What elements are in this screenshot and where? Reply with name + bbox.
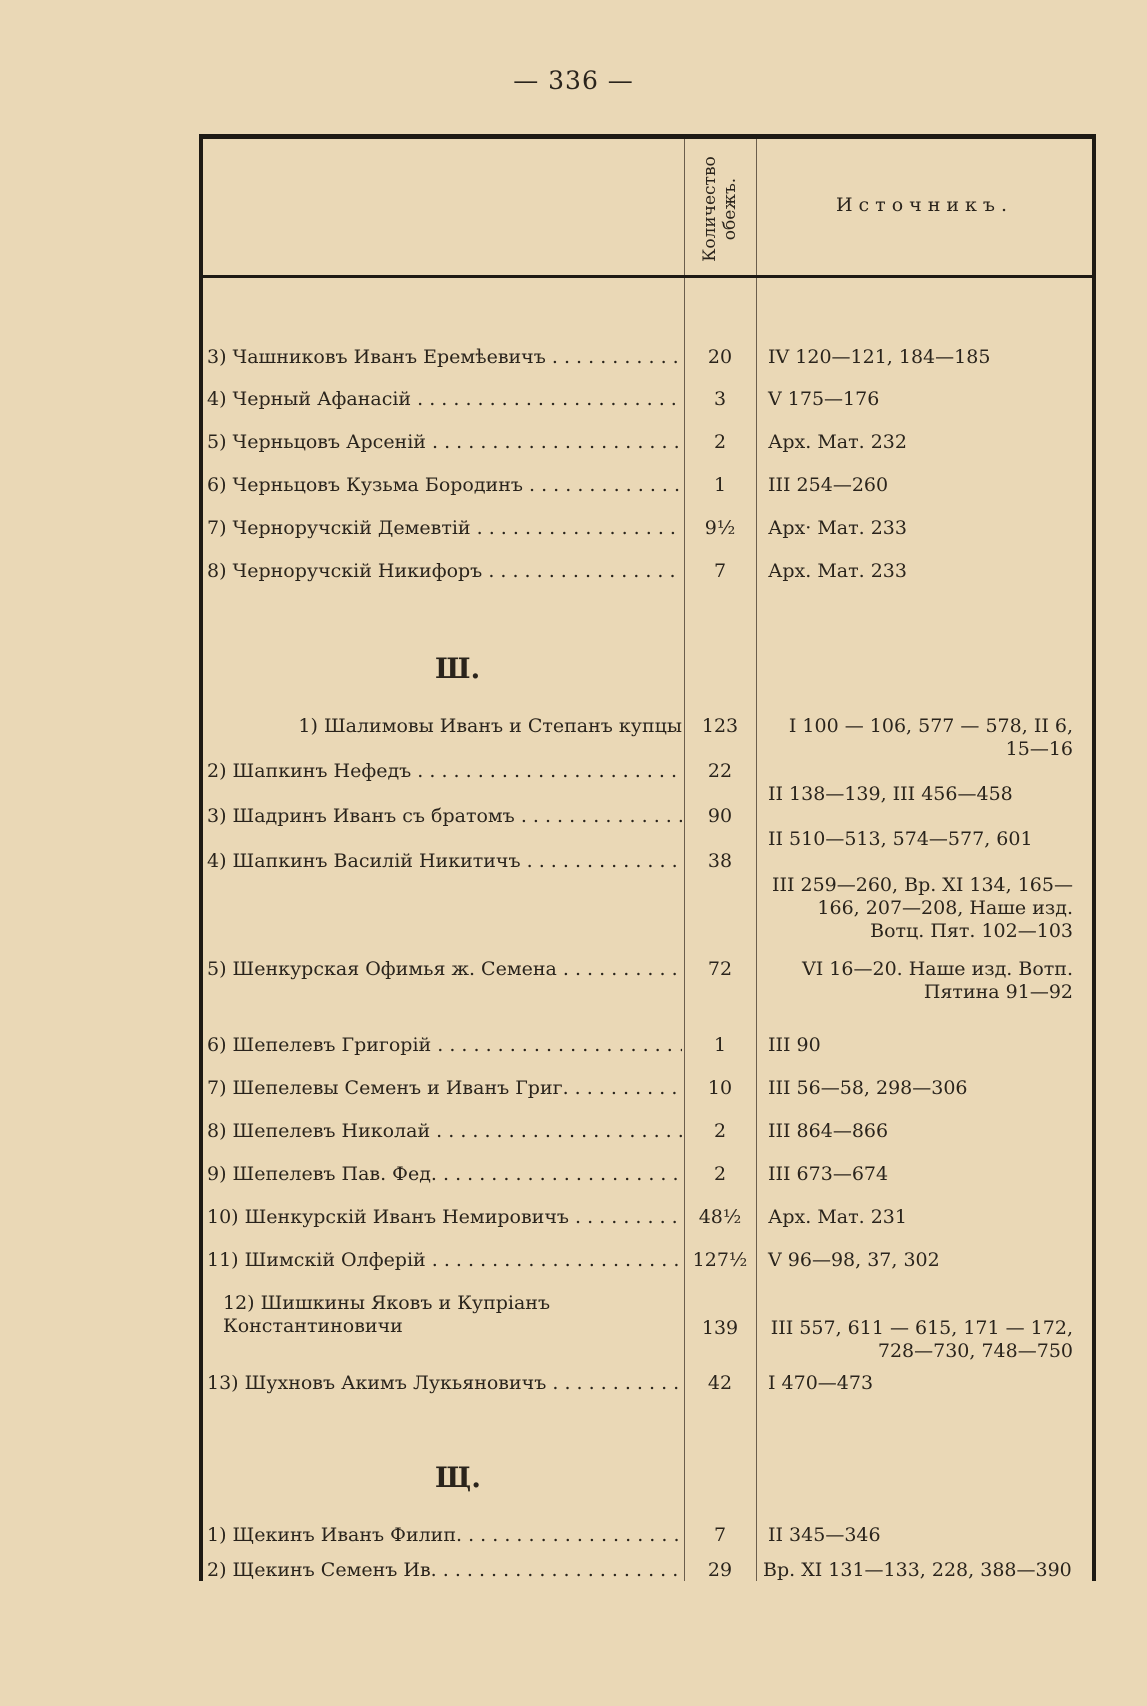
owner-name: 4) Черный Афанасій . . . — [207, 388, 682, 411]
owner-name: 5) Черньцовъ Арсеній . . . — [207, 431, 682, 454]
obezh-count: 139 — [701, 1317, 739, 1339]
owner-name: 7) Черноручскій Демевтій . . . — [207, 517, 682, 540]
obezh-count: 7 — [713, 1524, 727, 1546]
owner-name: 6) Черньцовъ Кузьма Бородинъ . . . — [207, 474, 682, 497]
header-rule — [203, 275, 1092, 278]
source-ref: Арх. Мат. 232 — [768, 431, 907, 453]
obezh-count: 48½ — [698, 1206, 742, 1228]
source-ref: IV 120—121, 184—185 — [768, 346, 991, 368]
owner-name: 9) Шепелевъ Пав. Фед. . . . — [207, 1163, 682, 1186]
section-letter: Ш. — [435, 652, 481, 685]
owner-name: 4) Шапкинъ Василій Никитичъ . . . — [207, 850, 682, 873]
obezh-count: 7 — [713, 560, 727, 582]
obezh-count: 10 — [707, 1077, 733, 1099]
column-divider — [756, 139, 757, 1581]
obezh-count: 20 — [707, 346, 733, 368]
source-ref: II 510—513, 574—577, 601 — [768, 828, 1033, 850]
section-letter: Щ. — [435, 1461, 481, 1494]
obezh-count: 38 — [707, 850, 733, 872]
source-ref: Арх. Мат. 233 — [768, 560, 907, 582]
page-number: — 336 — — [513, 66, 634, 95]
source-column-header: Источникъ. — [835, 194, 1014, 216]
source-ref: II 345—346 — [768, 1524, 881, 1546]
owner-name: 5) Шенкурская Офимья ж. Семена . . . — [207, 958, 682, 981]
source-ref: I 100 — 106, 577 — 578, II 6, 15—16 — [788, 715, 1073, 760]
owner-name: 3) Шадринъ Иванъ съ братомъ . . . — [207, 805, 682, 828]
owner-name: 7) Шепелевы Семенъ и Иванъ Григ. . . . — [207, 1077, 682, 1100]
source-ref: III 673—674 — [768, 1163, 889, 1185]
owner-name: 11) Шимскій Олферій . . . — [207, 1249, 682, 1272]
obezh-count: 2 — [713, 431, 727, 453]
source-ref: III 557, 611 — 615, 171 — 172, 728—730, 748—750 — [770, 1317, 1073, 1362]
obezh-count: 2 — [713, 1163, 727, 1185]
owner-name: 10) Шенкурскій Иванъ Немировичъ . . . — [207, 1206, 682, 1229]
source-ref: II 138—139, III 456—458 — [768, 783, 1013, 805]
obezh-count: 9½ — [704, 517, 736, 539]
source-ref: Арх· Мат. 233 — [768, 517, 907, 539]
owner-name: 12) Шишкины Яковъ и Купріанъ Константиновичи — [223, 1292, 551, 1337]
obezh-count: 1 — [713, 474, 727, 496]
obezh-count: 22 — [707, 760, 733, 782]
owner-name: 13) Шухновъ Акимъ Лукьяновичъ . . . — [207, 1372, 682, 1395]
owner-name: 6) Шепелевъ Григорій . . . — [207, 1034, 682, 1057]
quantity-column-header: Количество обежъ. — [700, 156, 740, 262]
source-ref: V 175—176 — [768, 388, 880, 410]
obezh-count: 123 — [701, 715, 739, 737]
owner-name: 1) Щекинъ Иванъ Филип. . . . — [207, 1524, 682, 1547]
source-ref: I 470—473 — [768, 1372, 874, 1394]
obezh-count: 72 — [707, 958, 733, 980]
obezh-count: 1 — [713, 1034, 727, 1056]
owner-name: 2) Шапкинъ Нефедъ . . . — [207, 760, 682, 783]
owner-name: 8) Черноручскій Никифоръ . . . — [207, 560, 682, 583]
source-ref: Арх. Мат. 231 — [768, 1206, 907, 1228]
owner-name: 1) Шалимовы Иванъ и Степанъ купцы — [298, 715, 682, 737]
source-ref: III 864—866 — [768, 1120, 889, 1142]
obezh-count: 2 — [713, 1120, 727, 1142]
source-ref: III 56—58, 298—306 — [768, 1077, 968, 1099]
obezh-count: 42 — [707, 1372, 733, 1394]
owner-name: 2) Щекинъ Семенъ Ив. . . . — [207, 1559, 682, 1582]
source-ref: Вр. XI 131—133, 228, 388—390 — [763, 1559, 1072, 1581]
source-ref: III 259—260, Вр. XI 134, 165—166, 207—208, Наше изд. Вотц. Пят. 102—103 — [771, 874, 1073, 942]
obezh-count: 90 — [707, 805, 733, 827]
owner-name: 3) Чашниковъ Иванъ Еремѣевичъ . . . — [207, 346, 682, 369]
source-ref: V 96—98, 37, 302 — [768, 1249, 940, 1271]
source-ref: III 254—260 — [768, 474, 889, 496]
source-ref: III 90 — [768, 1034, 821, 1056]
owner-name: 8) Шепелевъ Николай . . . — [207, 1120, 682, 1143]
source-ref: VI 16—20. Наше изд. Вотп. Пятина 91—92 — [802, 958, 1073, 1003]
obezh-count: 29 — [707, 1559, 733, 1581]
obezh-count: 3 — [713, 388, 727, 410]
ledger-table — [199, 134, 1096, 1581]
obezh-count: 127½ — [692, 1249, 748, 1271]
